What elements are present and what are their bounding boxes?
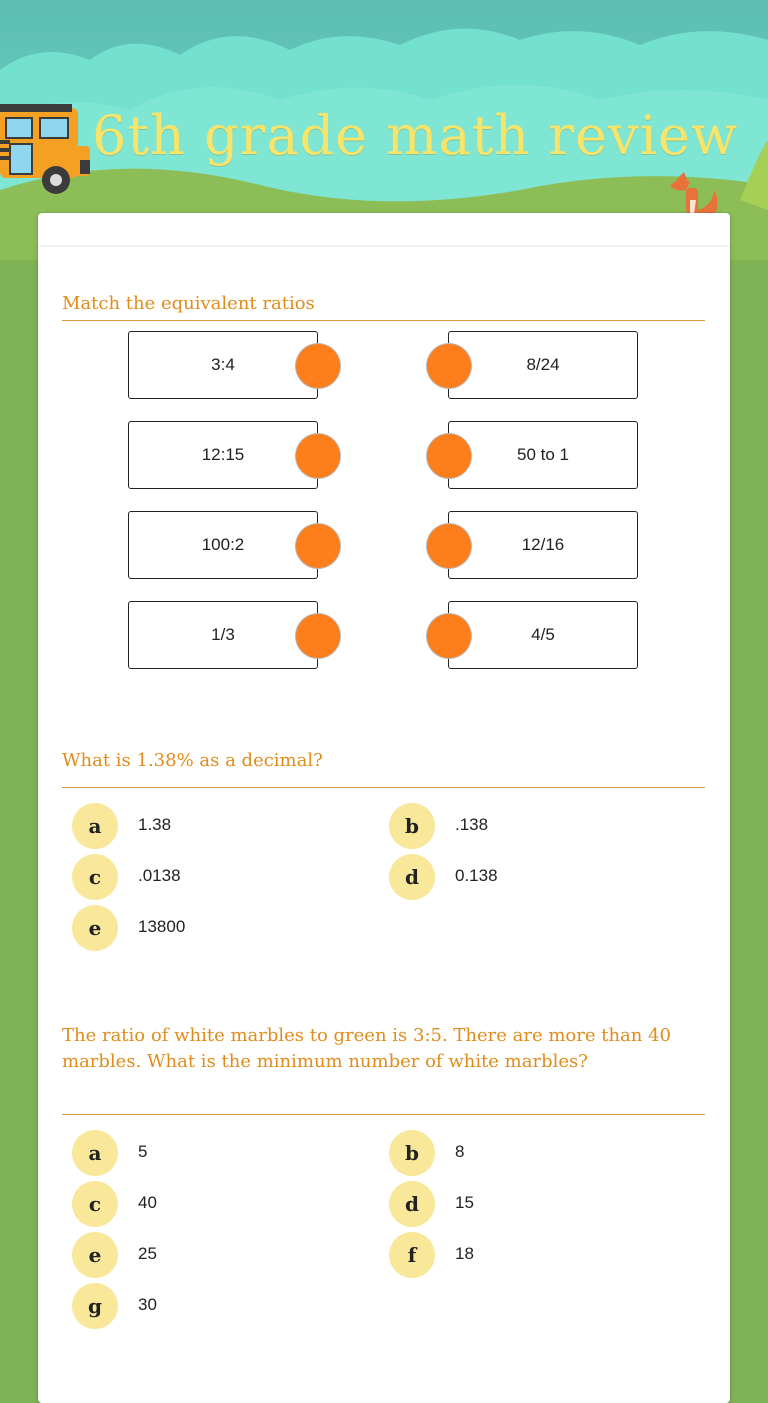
option-text: 25 xyxy=(138,1244,157,1263)
option-text: .0138 xyxy=(138,866,181,885)
card-divider xyxy=(38,245,730,247)
match-left-item[interactable]: 1/3 xyxy=(128,601,318,669)
option-text: 13800 xyxy=(138,917,186,936)
option-letter-badge: d xyxy=(389,854,435,900)
option-letter-badge: b xyxy=(389,803,435,849)
option-text: 1.38 xyxy=(138,815,172,834)
match-left-item[interactable]: 12:15 xyxy=(128,421,318,489)
option-letter-badge: c xyxy=(72,854,118,900)
page-title: 6th grade math review xyxy=(92,104,739,167)
option-text: 0.138 xyxy=(455,866,498,885)
match-right-connector[interactable] xyxy=(427,524,471,568)
match-right-item[interactable]: 4/5 xyxy=(448,601,638,669)
match-right-item[interactable]: 12/16 xyxy=(448,511,638,579)
option-text: .138 xyxy=(455,815,489,834)
option-text: 18 xyxy=(455,1244,474,1263)
option-letter-badge: a xyxy=(72,1130,118,1176)
question-3-title: The ratio of white marbles to green is 3:5. There are more than 40 marbles. What is the minimum number of white marbles? xyxy=(62,1025,672,1072)
match-left-connector[interactable] xyxy=(296,614,340,658)
school-bus-icon xyxy=(0,100,100,200)
option-letter-badge: f xyxy=(389,1232,435,1278)
option-text: 15 xyxy=(455,1193,474,1212)
match-left-item[interactable]: 100:2 xyxy=(128,511,318,579)
worksheet-card xyxy=(38,213,730,1403)
option-text: 40 xyxy=(138,1193,157,1212)
option-text: 30 xyxy=(138,1295,157,1314)
option-letter-badge: e xyxy=(72,905,118,951)
question-2-title: What is 1.38% as a decimal? xyxy=(62,750,323,771)
match-right-connector[interactable] xyxy=(427,614,471,658)
match-left-connector[interactable] xyxy=(296,524,340,568)
option-text: 5 xyxy=(138,1142,148,1161)
match-left-connector[interactable] xyxy=(296,344,340,388)
option-letter-badge: b xyxy=(389,1130,435,1176)
question-2-rule xyxy=(62,787,705,788)
match-right-connector[interactable] xyxy=(427,434,471,478)
question-1-title: Match the equivalent ratios xyxy=(62,293,315,314)
match-right-connector[interactable] xyxy=(427,344,471,388)
question-3-rule xyxy=(62,1114,705,1115)
option-letter-badge: c xyxy=(72,1181,118,1227)
question-1-rule xyxy=(62,320,705,321)
option-letter-badge: a xyxy=(72,803,118,849)
option-text: 8 xyxy=(455,1142,465,1161)
option-letter-badge: d xyxy=(389,1181,435,1227)
option-letter-badge: e xyxy=(72,1232,118,1278)
match-right-item[interactable]: 50 to 1 xyxy=(448,421,638,489)
fox-icon xyxy=(668,170,728,216)
match-right-item[interactable]: 8/24 xyxy=(448,331,638,399)
option-letter-badge: g xyxy=(72,1283,118,1329)
match-left-item[interactable]: 3:4 xyxy=(128,331,318,399)
match-left-connector[interactable] xyxy=(296,434,340,478)
